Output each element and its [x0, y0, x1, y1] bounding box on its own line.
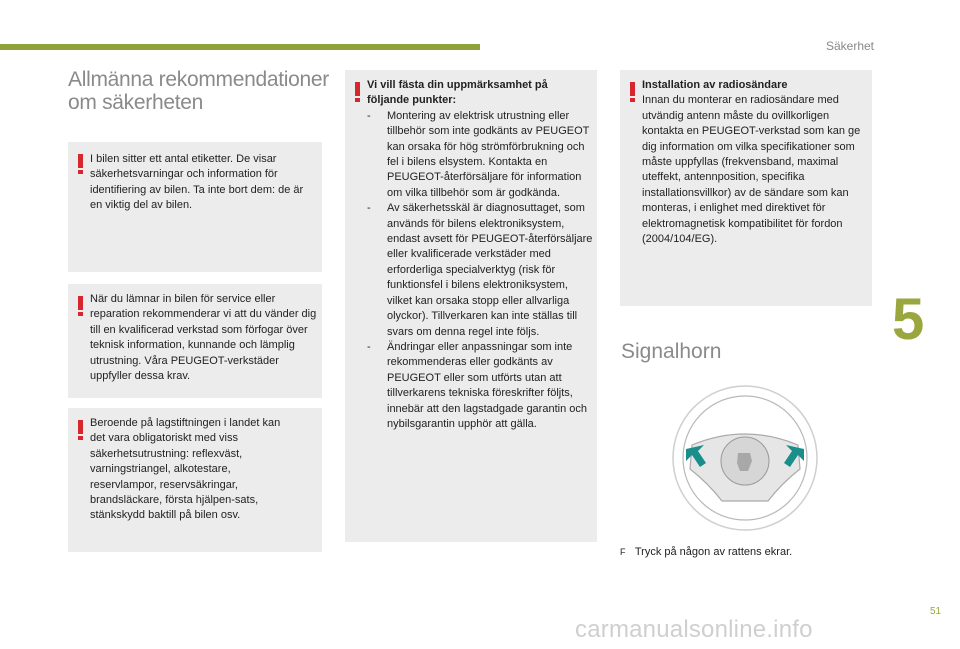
warning-content: [367, 78, 595, 432]
warning-content: [642, 78, 870, 247]
section-title-signalhorn: Signalhorn: [621, 340, 722, 363]
warning-box-attention: [345, 70, 597, 542]
bullet-marker: F: [620, 547, 626, 557]
list-item: - Av säkerhetsskäl är diagnosuttaget, som används för bilens elektroniksystem, endast avsett för PEUGEOT-återförsäljare eller kvalificerade verkstäder med erforderliga specialverktyg (risk för funktionsfel i bilens elektroniksystem, vilket kan orsaka stopp eller allvarliga olyckor). Tillverkaren kan inte ställas till svars om denna regel inte följs.: [367, 202, 593, 338]
warning-heading: Installation av radiosändare: [642, 79, 788, 91]
warning-text: Innan du monterar en radiosändare med utvändig antenn måste du ovillkorligen kontakta en PEUGEOT-verkstad som kan ge dig information om vilka specifikationer som måste uppfyllas (frekvensband, maximal uteffekt, antennposition, specifika installationsvillkor) av de sändare som kan monteras, i enlighet med direktivet för elektromagnetisk kompatibilitet för fordon (2004/104/EG).: [642, 94, 861, 246]
page-title: Allmänna rekommendationer om säkerheten: [68, 68, 329, 114]
instruction-caption: [620, 546, 792, 558]
warning-text: Beroende på lagstiftningen i landet kan det vara obligatoriskt med viss säkerhetsutrustning: reflexväst, varningstriangel, alkotestare, reservlampor, reservsäkringar, brandsläckare, första hjälpen-sats, stänkskydd baktill på bilen osv.: [90, 417, 281, 522]
warning-icon: [630, 82, 635, 102]
warning-box-equipment: [68, 408, 322, 552]
warning-icon: [78, 420, 83, 440]
watermark: carmanualsonline.info: [575, 616, 813, 643]
chapter-number: 5: [892, 287, 925, 352]
warning-icon: [78, 154, 83, 174]
header-accent-bar: [0, 44, 480, 50]
warning-icon: [78, 296, 83, 316]
warning-box-radio: [620, 70, 872, 306]
warning-heading: Vi vill fästa din uppmärksamhet på följande punkter:: [367, 79, 548, 107]
warning-text: När du lämnar in bilen för service eller reparation rekommenderar vi att du vänder dig till en kvalificerad verkstad som förfogar över teknisk information, kunnande och lämplig utrustning. Våra PEUGEOT-verkstäder uppfyller dessa krav.: [90, 293, 317, 383]
section-label: Säkerhet: [825, 39, 874, 53]
list-item: - Montering av elektrisk utrustning eller tillbehör som inte godkänts av PEUGEOT kan orsaka för hög strömförbrukning och fel i bilens elsystem. Kontakta en PEUGEOT-återförsäljare för information om vilka tillbehör som är godkända.: [367, 109, 590, 199]
caption-text: Tryck på någon av rattens ekrar.: [634, 546, 793, 558]
warning-box-labels: [68, 142, 322, 272]
warning-icon: [355, 82, 360, 102]
page-number: 51: [930, 606, 942, 617]
warning-box-service: [68, 284, 322, 398]
warning-text: I bilen sitter ett antal etiketter. De visar säkerhetsvarningar och information för identifiering av bilen. Ta inte bort dem: de är en viktig del av bilen.: [90, 153, 304, 212]
list-item: - Ändringar eller anpassningar som inte rekommenderas eller godkänts av PEUGEOT eller som utförts utan att tillverkarens tekniska föreskrifter följts, innebär att den lagstadgade garantin och nybilsgarantin upphör att gälla.: [367, 340, 587, 430]
steering-wheel-illustration: [670, 383, 820, 533]
